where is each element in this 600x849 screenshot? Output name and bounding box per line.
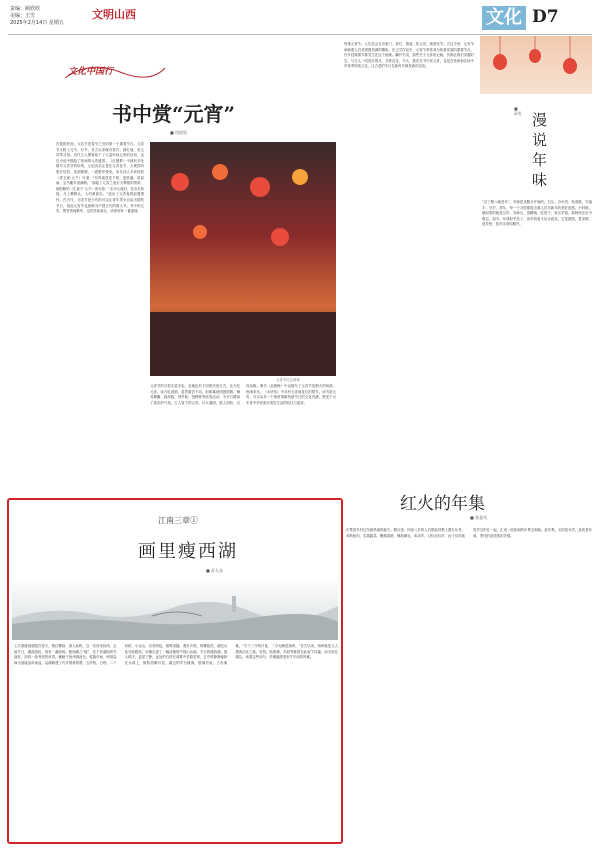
column-tag: 文化中国行 <box>68 67 114 77</box>
article4-body: 上次看瘦西湖是在春天，桃红柳绿，游人如织。这一次再来扬州，正值冬日，湖面清寂，别有一番韵味。瘦西湖之“瘦”，在于其湖面狭长曲折，如同一条秀美的丝带，蜿蜒于扬州城西北。乾隆年间，两淮盐商为迎接皇帝南巡，沿湖修建了许多园林景观，五亭桥、白塔、二十四桥、小金山，各具特色，相映成趣。漫步长堤，杨柳依依，湖光山色尽收眼底，仿佛走进了一幅淡雅的中国山水画。冬日的瘦西湖，游人稀少，更显宁静。远处的白塔在薄雾中若隐若现，五亭桥静静地卧在水面上，倒影清晰可见。湖边的亭台楼阁，错落有致，古朴典雅。“天下三分明月夜，二分无赖是扬州。”自古以来，扬州就是文人墨客向往之地。杜牧、欧阳修、苏轼等都曾在此留下诗篇。如今站在湖边，读着这些诗句，仿佛能感受到千年前的风雅。 <box>14 644 338 665</box>
article1-byline: ■ 钱望男 <box>170 130 188 135</box>
article2-title-char: 味 <box>532 171 548 189</box>
header-designer: 美编：王雪 <box>10 13 36 19</box>
brand-logo: 文明山西 <box>92 8 136 21</box>
article1-body-mid: 元宵节的习俗丰富多彩，各地也有不同的庆祝方式。北方吃元宵，南方吃汤圆，虽然做法不同，但都寓意团团圆圆。舞龙舞狮、踩高跷、划旱船、扭秧歌等民俗活动，为节日增添了欢乐的气氛。古人笔下的元宵，灯火通明，游人如织，百戏杂陈。明代《金瓶梅》中也描写了元宵节放烟火的场面，热闹非凡。《水浒传》中亦有元宵闹花灯的情节。读书赏元宵，可以从另一个角度领略传统节日的文化内涵，感受千百年来中华民族对美好生活的向往与追求。 <box>150 384 336 405</box>
header-editor: 责编：顾欣欣 <box>10 6 41 12</box>
hanging-lanterns-illustration <box>480 36 592 94</box>
lantern-banner <box>480 36 592 94</box>
article3-byline: ■ 张金凤 <box>470 515 488 520</box>
article2-body: “过了腊八就是年”，年味是从腊月开始的。扫尘、办年货、贴春联、写福字、守岁、拜年，每一个习俗都饱含着人们对新年的美好祝愿。小时候，最盼望的就是过年，穿新衣、放鞭炮、吃饺子、收压岁钱，那种快乐至今难忘。如今，年味似乎淡了，但年的意义从未改变，它是团圆，是亲情，是乡愁，是对未来的期许。 <box>482 200 592 227</box>
article2-title <box>532 110 552 190</box>
article2-title-char: 年 <box>532 151 548 169</box>
column-tag-decoration <box>60 58 170 88</box>
article4-byline: ■ 苏人良 <box>206 568 224 573</box>
article4-title: 画里瘦西湖 <box>138 541 238 562</box>
header-date: 2025年2月14日 星期五 <box>10 20 64 26</box>
article4-series: 江南三章① <box>158 516 198 525</box>
header-meta <box>10 6 64 27</box>
lake-ink-painting <box>12 578 338 640</box>
article2-byline: ■ 章男 <box>514 106 522 116</box>
article3-title: 红火的年集 <box>400 494 485 514</box>
article3-body: 年集是乡村过年最热闹的地方。腊月里，四里八乡的人们都赶到集上置办年货，鸡鸭鱼肉、瓜果蔬菜、鞭炮春联，琳琅满目。叫卖声、讨价还价声、孩子们的欢笑声交织在一起，汇成一曲热闹的年集交响曲。赶年集，买的是年货，品的是年味，寄托的是浓浓的乡情。 <box>346 528 592 538</box>
article1-body-right: 每逢元宵节，人们总会走出家门，赏灯、猜谜、吃元宵，欢度佳节。古往今来，元宵节承载着人们对团圆美满的期盼。在文学作品中，元宵节常常成为故事发展的重要节点，许多经典情节都发生在这个夜晚。翻开书页，那些关于元宵的记载，仿佛让我们穿越时空，与古人一同赏灯观月，共度良宵。今天，我们在书中赏元宵，也是在传承和弘扬中华优秀传统文化，让古老的节日在新时代焕发新的光彩。 <box>344 42 474 69</box>
article2-title-char: 漫 <box>532 111 548 129</box>
section-badge: 文化 <box>482 6 526 30</box>
lake-landscape-illustration <box>12 578 338 640</box>
article1-body-left: 在我国民间，元宵节是春节之后的第一个重要节日。元宵节又称上元节、灯节，自古以来就有赏灯、猜灯谜、吃元宵等习俗。历代文人墨客留下了大量吟咏元宵的诗词，也在小说中描绘了热闹的元宵盛景。《红楼梦》中就有多处描写元宵节的场景，元妃省亲正是在元宵佳节，大观园内张灯结彩，花团锦簇，一派繁华景象。宋代词人辛弃疾的《青玉案·元夕》写道：“东风夜放花千树，更吹落、星如雨。宝马雕车香满路。”描绘了元宵之夜灯火辉煌的景象。欧阳修的《生查子·元夕》则写道：“去年元夜时，花市灯如昼。月上柳梢头，人约黄昏后。”道出了元宵夜的浪漫情怀。在古代，元宵节是少有的可以让青年男女自由出游的节日，因此元宵节也被称为中国古代的情人节。书中的元宵，既有热闹繁华，也有悲欢离合，读来别有一番滋味。 <box>56 142 144 214</box>
photo-caption: 元宵节灯会现场 <box>276 378 300 382</box>
lantern-photo <box>150 142 336 376</box>
article1-title: 书中赏“元宵” <box>112 102 236 126</box>
header-rule <box>8 34 592 35</box>
page-number: D7 <box>532 7 559 27</box>
lantern-illustration <box>150 142 336 376</box>
article2-title-char: 说 <box>532 131 548 149</box>
